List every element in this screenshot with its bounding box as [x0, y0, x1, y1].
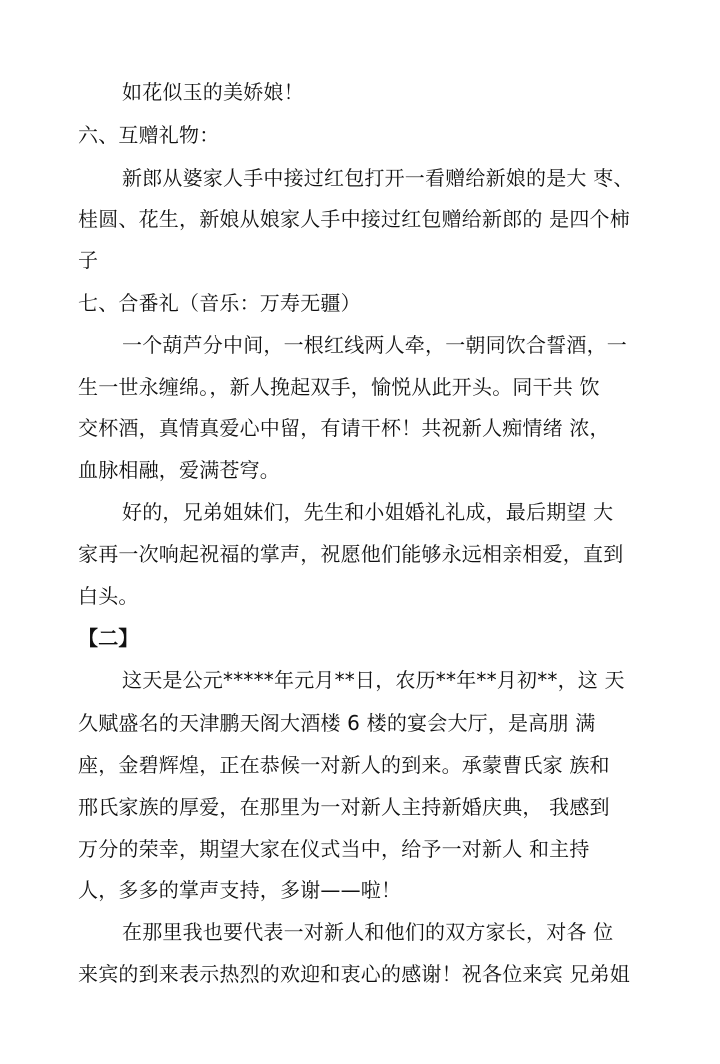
text-line: 这天是公元*****年元月**日，农历**年**月初**，这 天: [122, 668, 625, 692]
text-line: 家再一次响起祝福的掌声，祝愿他们能够永远相亲相爱，直到: [78, 542, 624, 566]
section-heading: 六、互赠礼物：: [78, 123, 220, 147]
text-line: 万分的荣幸，期望大家在仪式当中，给予一对新人 和主持: [78, 837, 590, 861]
text-line: 一个葫芦分中间，一根红线两人牵，一朝同饮合誓酒，一: [122, 333, 627, 357]
text-line: 生一世永缠绵。，新人挽起双手，愉悦从此开头。同干共 饮: [78, 375, 600, 399]
text-line: 邢氏家族的厚爱，在那里为一对新人主持新婚庆典， 我感到: [78, 795, 610, 819]
text-line: 子: [78, 248, 99, 272]
text-line: 座，金碧辉煌，正在恭候一对新人的到来。承蒙曹氏家 族和: [78, 753, 610, 777]
text-line: 新郎从婆家人手中接过红包打开一看赠给新娘的是大 枣、: [122, 166, 634, 190]
section-heading: 七、合番礼（音乐：万寿无疆）: [78, 291, 361, 315]
text-line: 白头。: [78, 584, 139, 608]
text-line: 好的，兄弟姐妹们，先生和小姐婚礼礼成，最后期望 大: [122, 500, 614, 524]
text-line: 血脉相融，爱满苍穹。: [78, 458, 280, 482]
text-line: 人，多多的掌声支持，多谢——啦！: [78, 878, 402, 902]
text-line: 交杯酒，真情真爱心中留，有请干杯！共祝新人痴情绪 浓，: [78, 416, 610, 440]
text-line: 久赋盛名的天津鹏天阁大酒楼 6 楼的宴会大厅，是高朋 满: [78, 711, 596, 735]
section-heading: 【二】: [78, 626, 139, 650]
text-line: 在那里我也要代表一对新人和他们的双方家长，对各 位: [122, 920, 614, 944]
text-line: 来宾的到来表示热烈的欢迎和衷心的感谢！祝各位来宾 兄弟姐: [78, 962, 630, 986]
text-line: 桂圆、花生，新娘从娘家人手中接过红包赠给新郎的 是四个柿: [78, 207, 630, 231]
text-line: 如花似玉的美娇娘！: [122, 80, 304, 104]
